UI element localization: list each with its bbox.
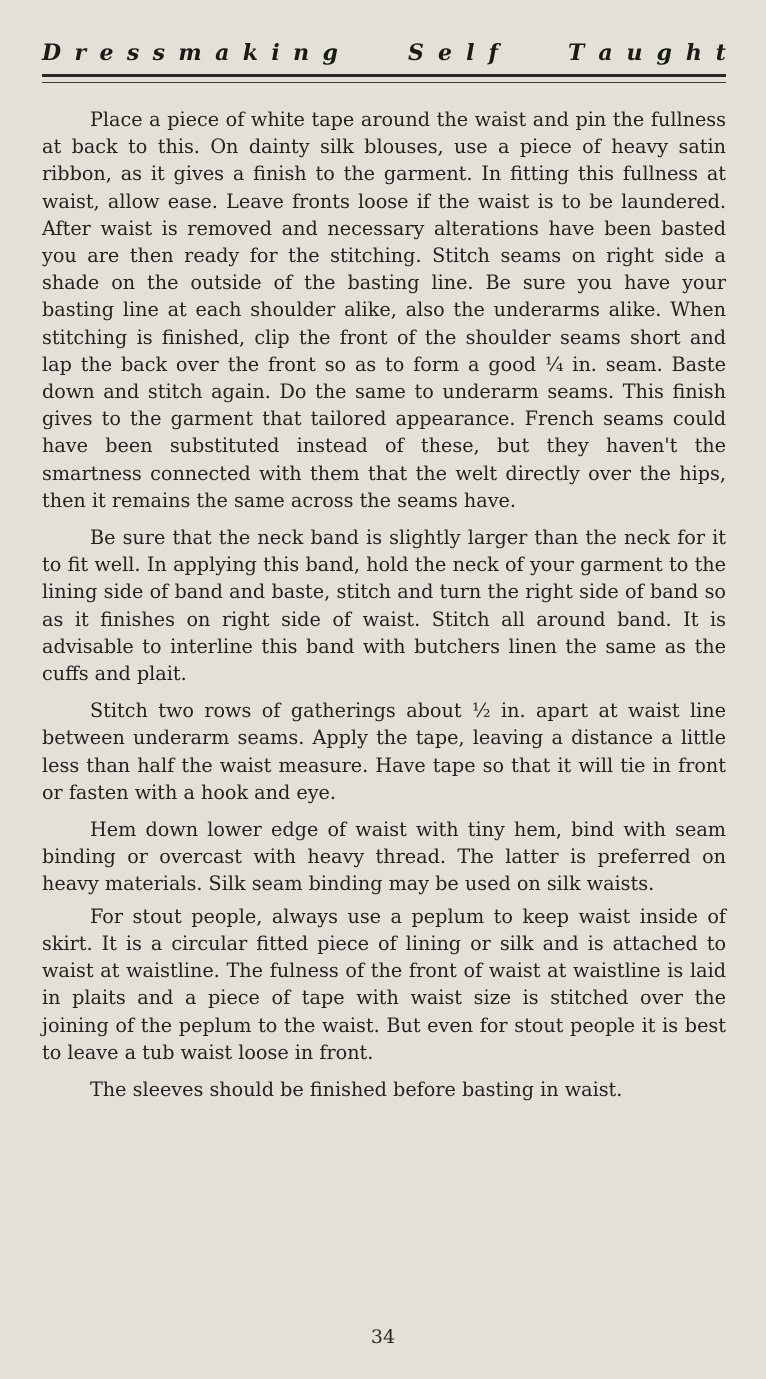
title-letter: T <box>568 40 585 66</box>
title-letter: k <box>242 40 258 66</box>
paragraph-gatherings: Stitch two rows of gatherings about ½ in. apart at waist line between underarm seams. Apply the tape, leaving a distance a little less than half the waist measure. Have tape so that it will tie in front or fasten with a hook and eye. <box>42 699 726 804</box>
title-letter: i <box>271 40 280 66</box>
paragraph-tape-and-seams: Place a piece of white tape around the waist and pin the fullness at back to this. On dainty silk blouses, use a piece of heavy satin ribbon, as it gives a finish to the garment. In fitting this fullness at waist, allow ease. Leave fronts loose if the waist is to be laundered. After waist is removed and necessary alterations have been basted you are then ready for the stitching. Stitch seams on right side a shade on the outside of the basting line. Be sure you have your basting line at each shoulder alike, also the underarms alike. When stitching is finished, clip the front of the shoulder seams short and lap the back over the front so as to form a good ¼ in. seam. Baste down and stitch again. Do the same to underarm seams. This finish gives to the garment that tailored appearance. French seams could have been substituted instead of these, but they haven't the smartness connected with them that the welt directly over the hips, then it remains the same across the seams have. <box>42 108 726 512</box>
running-header <box>42 40 726 74</box>
running-title-word-1 <box>42 40 338 66</box>
header-rule-thin <box>42 82 726 83</box>
title-letter: e <box>99 40 114 66</box>
title-letter: a <box>598 40 613 66</box>
body-text <box>42 106 726 1113</box>
title-letter: h <box>685 40 702 66</box>
title-letter: s <box>126 40 140 66</box>
header-rule-thick <box>42 74 726 77</box>
running-title-word-2 <box>408 40 498 66</box>
title-letter: u <box>626 40 643 66</box>
title-letter: r <box>74 40 87 66</box>
title-letter: s <box>152 40 166 66</box>
running-title <box>42 40 726 66</box>
title-letter: a <box>215 40 230 66</box>
title-letter: f <box>488 40 498 66</box>
paragraph-sleeves: The sleeves should be finished before basting in waist. <box>90 1077 623 1101</box>
title-letter: m <box>178 40 202 66</box>
running-title-word-3 <box>568 40 726 66</box>
paragraph-peplum: For stout people, always use a peplum to keep waist inside of skirt. It is a circular fitted piece of lining or silk and is attached to waist at waistline. The fulness of the front of waist at waistline is laid in plaits and a piece of tape with waist size is stitched over the joining of the peplum to the waist. But even for stout people it is best to leave a tub waist loose in front. <box>42 904 726 1064</box>
title-letter: S <box>408 40 424 66</box>
title-letter: g <box>656 40 672 66</box>
paragraph-neck-band: Be sure that the neck band is slightly larger than the neck for it to fit well. In applying this band, hold the neck of your garment to the lining side of band and baste, stitch and turn the right side of band so as it finishes on right side of waist. Stitch all around band. It is advisable to interline this band with butchers linen the same as the cuffs and plait. <box>42 526 726 686</box>
paragraph-hem: Hem down lower edge of waist with tiny hem, bind with seam binding or overcast with heavy thread. The latter is preferred on heavy materials. Silk seam binding may be used on silk waists. <box>42 818 726 896</box>
title-letter: e <box>437 40 452 66</box>
page-number: 34 <box>370 1326 396 1348</box>
title-letter: n <box>293 40 310 66</box>
title-letter: l <box>466 40 475 66</box>
title-letter: D <box>42 40 62 66</box>
title-letter: g <box>322 40 338 66</box>
title-letter: t <box>715 40 726 66</box>
